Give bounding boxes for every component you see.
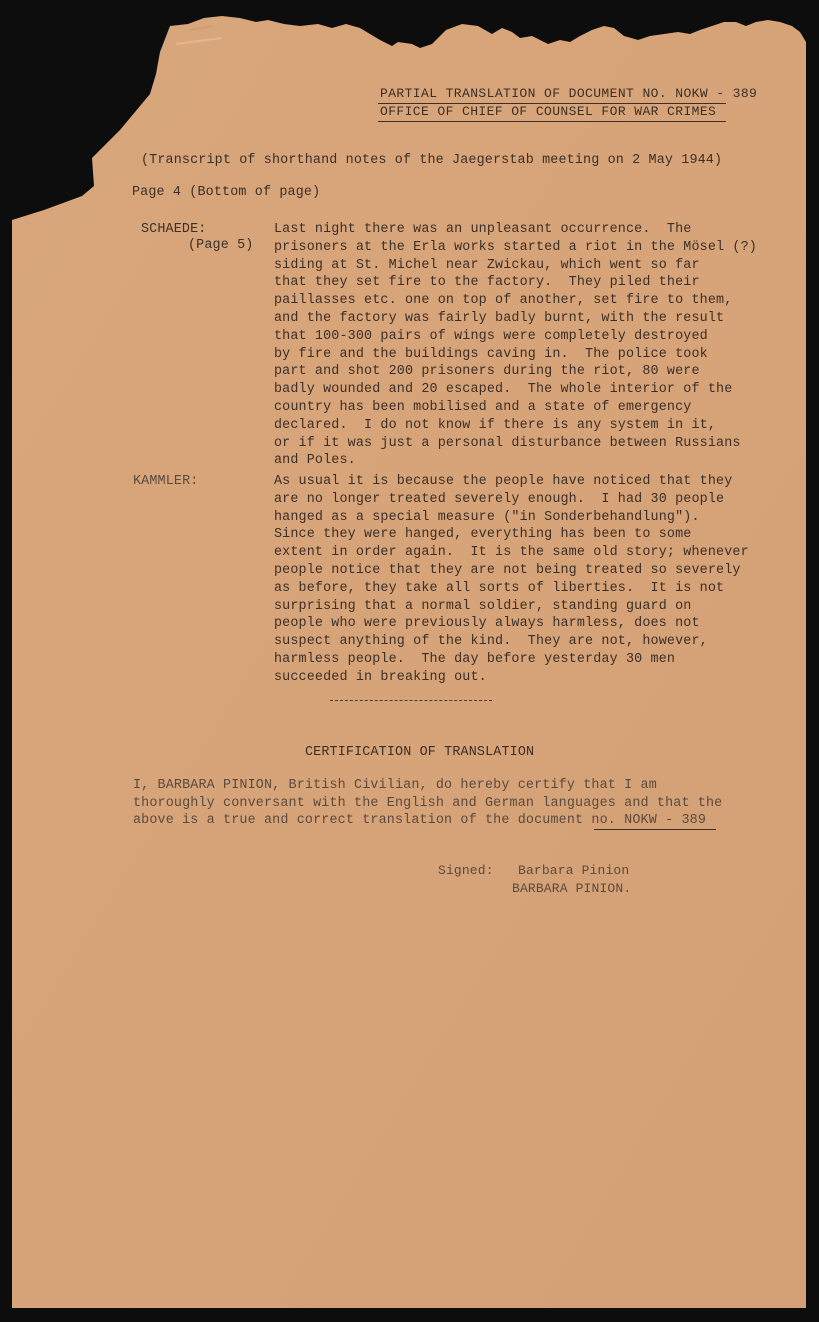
- body-text-line: and the factory was fairly badly burnt, with the result: [274, 311, 725, 326]
- body-text-line: extent in order again. It is the same old story; whenever: [274, 545, 749, 561]
- certification-line-1: I, BARBARA PINION, British Civilian, do hereby certify that I am: [133, 778, 657, 793]
- certification-line-3: [133, 813, 706, 828]
- body-text-line: by fire and the buildings caving in. The police took: [274, 346, 708, 362]
- body-text-line: Since they were hanged, everything has been to some: [274, 527, 692, 543]
- body-text-line: prisoners at the Erla works started a riot in the Mösel (?): [274, 239, 757, 255]
- document-reference-underline: [594, 829, 716, 830]
- header-title: PARTIAL TRANSLATION OF DOCUMENT NO. NOKW - 389: [380, 86, 758, 101]
- body-text-line: paillasses etc. one on top of another, set fire to them,: [274, 293, 733, 309]
- body-text-line: siding at St. Michel near Zwickau, which went so far: [274, 257, 700, 273]
- section-divider: [330, 700, 492, 701]
- speaker-kammler: KAMMLER:: [133, 474, 199, 489]
- body-text-line: suspect anything of the kind. They are not, however,: [274, 634, 708, 650]
- body-text-line: harmless people. The day before yesterday 30 men: [274, 652, 676, 667]
- signed-name: Barbara Pinion: [518, 863, 630, 878]
- body-text-line: people notice that they are not being treated so severely: [274, 563, 741, 578]
- body-text-line: and Poles.: [274, 453, 356, 469]
- speaker-schaede: SCHAEDE:: [141, 222, 207, 237]
- body-text-line: surprising that a normal soldier, standing guard on: [274, 598, 692, 614]
- body-text-line: declared. I do not know if there is any system in it,: [274, 417, 717, 433]
- transcript-note: (Transcript of shorthand notes of the Jaegerstab meeting on 2 May 1944): [141, 153, 723, 168]
- body-text-line: Last night there was an unpleasant occurrence. The: [274, 222, 692, 237]
- certification-title: CERTIFICATION OF TRANSLATION: [305, 745, 535, 760]
- body-text-line: country has been mobilised and a state of emergency: [274, 400, 692, 415]
- body-text-line: As usual it is because the people have noticed that they: [274, 474, 733, 489]
- body-text-line: people who were previously always harmless, does not: [274, 616, 700, 632]
- body-text-line: succeeded in breaking out.: [274, 669, 487, 685]
- certification-line-3-text: above is a true and correct translation of the document no.: [133, 813, 625, 828]
- page-note: Page 4 (Bottom of page): [132, 185, 321, 200]
- body-text-line: or if it was just a personal disturbance between Russians: [274, 435, 741, 451]
- body-text-line: badly wounded and 20 escaped. The whole interior of the: [274, 382, 733, 398]
- body-text-line: that they set fire to the factory. They piled their: [274, 275, 700, 291]
- header-subtitle: OFFICE OF CHIEF OF COUNSEL FOR WAR CRIMES: [380, 104, 717, 119]
- signed-label: Signed:: [438, 863, 494, 878]
- document-reference: NOKW - 389: [624, 813, 707, 828]
- header-subtitle-underline: [378, 121, 726, 122]
- speaker-page-note: (Page 5): [188, 238, 254, 253]
- printed-name: BARBARA PINION.: [512, 881, 632, 896]
- body-text-line: hanged as a special measure ("in Sonderbehandlung").: [274, 509, 700, 525]
- certification-line-2: thoroughly conversant with the English and German languages and that the: [133, 796, 723, 811]
- body-text-line: as before, they take all sorts of liberties. It is not: [274, 580, 725, 596]
- body-text-line: part and shot 200 prisoners during the riot, 80 were: [274, 364, 700, 380]
- body-text-line: are no longer treated severely enough. I had 30 people: [274, 491, 725, 507]
- body-text-line: that 100-300 pairs of wings were completely destroyed: [274, 328, 708, 344]
